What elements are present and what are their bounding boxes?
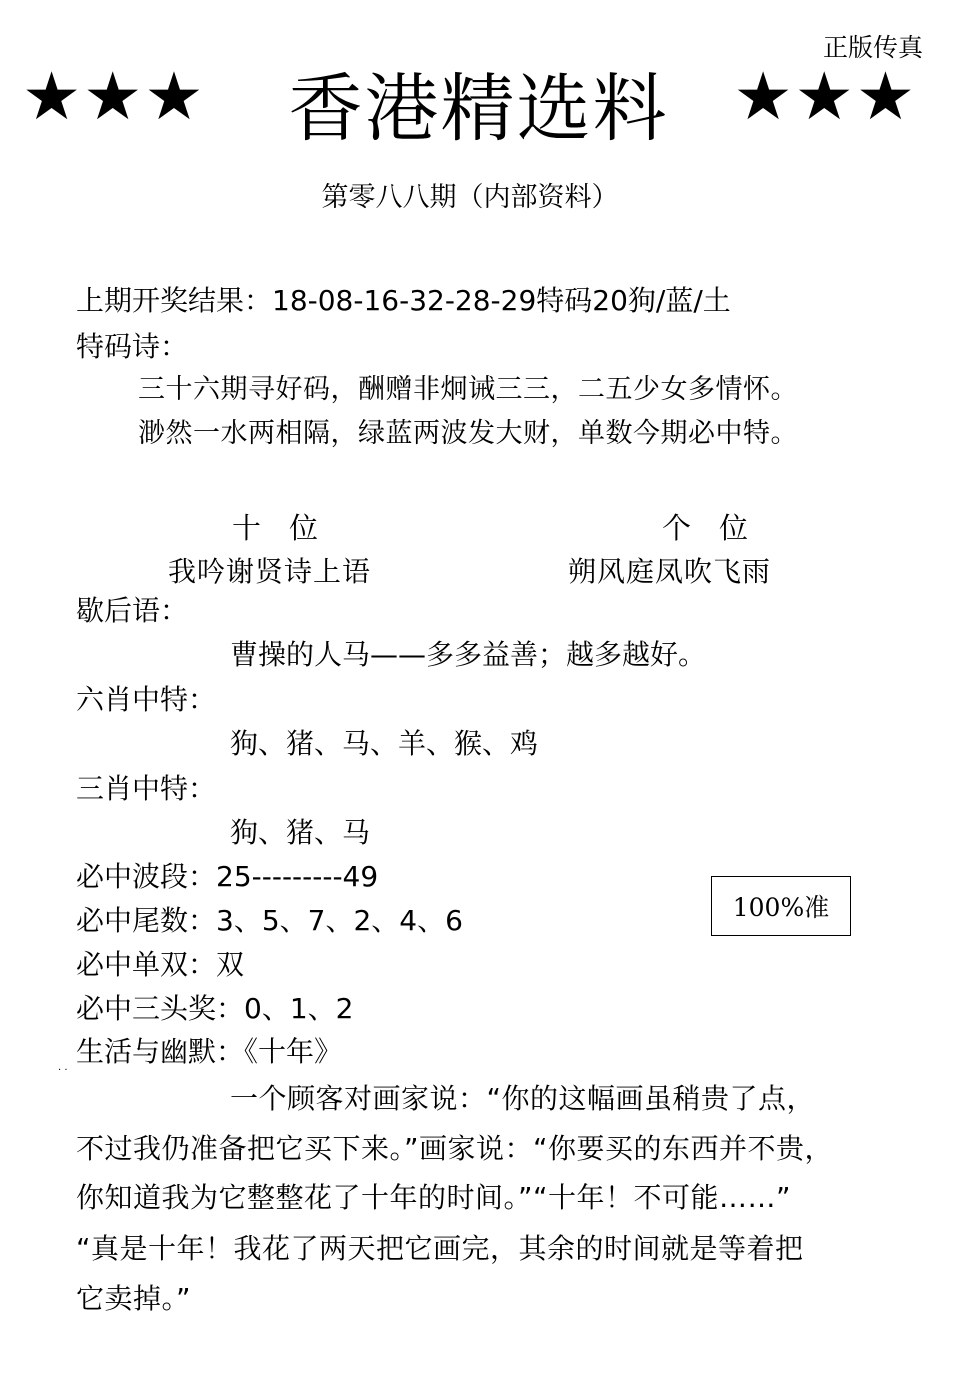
story-line-5: 它卖掉。” xyxy=(76,1282,192,1315)
tens-heading: 十位 xyxy=(232,511,347,545)
stars-right: ★★★ xyxy=(733,58,917,135)
ones-heading: 个位 xyxy=(662,511,777,545)
three-zodiac-text: 狗、猪、马 xyxy=(230,816,371,849)
three-zodiac-label: 三肖中特： xyxy=(76,772,217,805)
story-line-3: 你知道我为它整整花了十年的时间。”“十年！不可能……” xyxy=(76,1181,792,1214)
poem-label: 特码诗： xyxy=(76,330,189,363)
head-pick: 必中三头奖：0、1、2 xyxy=(76,992,354,1025)
story-line-1: 一个顾客对画家说：“你的这幅画虽稍贵了点， xyxy=(230,1082,816,1115)
stars-left: ★★★ xyxy=(22,58,206,135)
ones-text: 朔风庭凤吹飞雨 xyxy=(568,555,772,588)
six-zodiac-text: 狗、猪、马、羊、猴、鸡 xyxy=(230,727,539,760)
last-result: 上期开奖结果：18-08-16-32-28-29特码20狗/蓝/土 xyxy=(76,284,731,317)
story-line-2: 不过我仍准备把它买下来。”画家说：“你要买的东西并不贵， xyxy=(76,1132,834,1165)
xiehouyu-label: 歇后语： xyxy=(76,594,189,627)
poem-line-1: 三十六期寻好码，酬赠非炯诫三三，二五少女多情怀。 xyxy=(138,374,798,405)
accuracy-badge: 100%准 xyxy=(711,876,851,936)
wave-pick: 必中波段：25---------49 xyxy=(76,860,379,893)
humor-heading: 生活与幽默：《十年》 xyxy=(76,1035,343,1068)
story-line-4: “真是十年！我花了两天把它画完，其余的时间就是等着把 xyxy=(76,1232,804,1265)
odd-even-pick: 必中单双：双 xyxy=(76,948,245,981)
issue-subtitle: 第零八八期（内部资料） xyxy=(321,182,619,213)
six-zodiac-label: 六肖中特： xyxy=(76,683,217,716)
authentic-stamp: 正版传真 xyxy=(822,33,923,62)
poem-line-2: 渺然一水两相隔，绿蓝两波发大财，单数今期必中特。 xyxy=(138,418,798,449)
page-title: 香港精选料 xyxy=(288,66,669,152)
xiehouyu-text: 曹操的人马——多多益善；越多越好。 xyxy=(230,638,707,671)
margin-mark: . . xyxy=(58,1062,68,1073)
tens-text: 我吟谢贤诗上语 xyxy=(168,555,372,588)
tail-pick: 必中尾数：3、5、7、2、4、6 xyxy=(76,904,463,937)
